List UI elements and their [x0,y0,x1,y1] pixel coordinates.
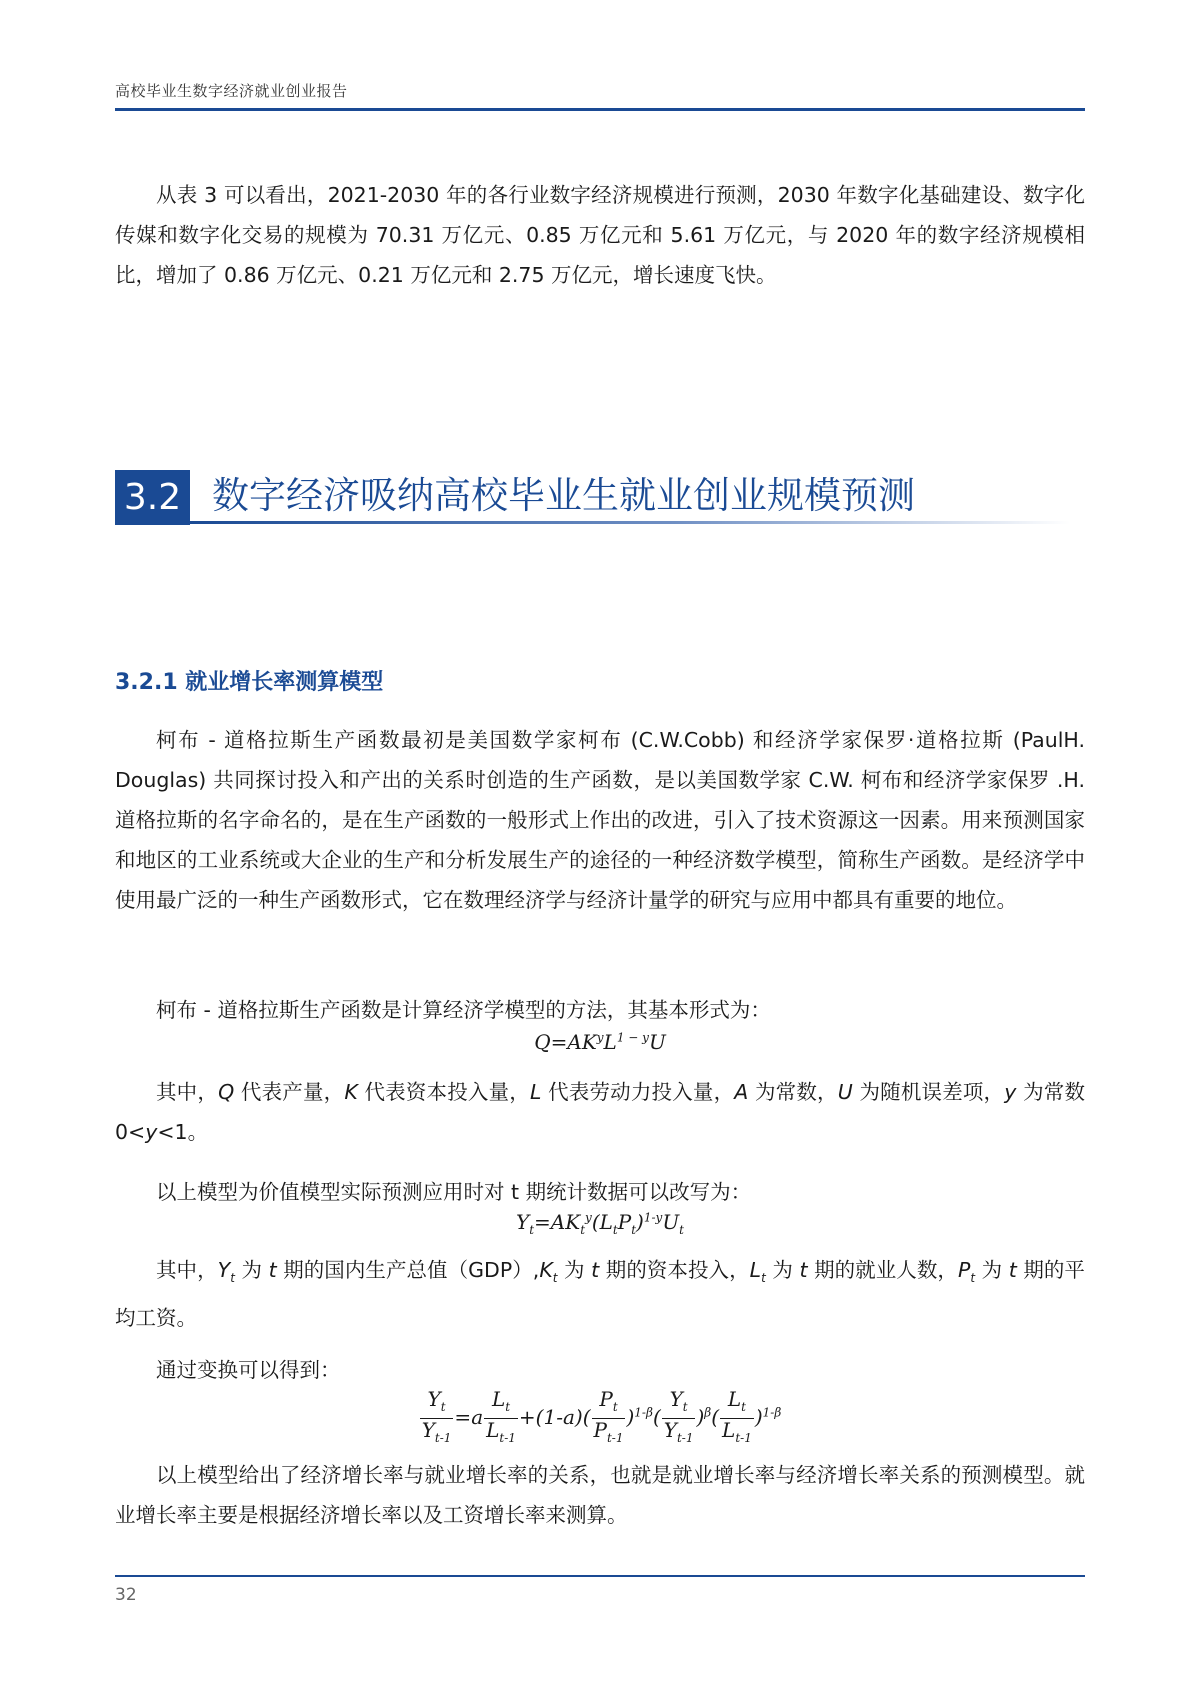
formula-growth-rate: $\frac{Y_t}{Y_{t-1}}$ =a $\frac{L_t}{L_{t-1}}$ +(1-a)( $\frac{P_t}{P_{t-1}}$ )$^{1-\beta}$( $\frac{Y_t}{Y_{t-1}}$ )$^\beta$( $\frac{L_t}{L_{t-1}}$ )$^{1-\beta}$ [421,1387,782,1445]
paragraph-basic-form: 柯布 - 道格拉斯生产函数是计算经济学模型的方法，其基本形式为： [156,998,771,1022]
section-heading [115,470,1065,525]
intro-paragraph: 从表 3 可以看出，2021-2030 年的各行业数字经济规模进行预测，2030 年数字化基础建设、数字化传媒和数字化交易的规模为 70.31 万亿元、0.85 万亿元和 5.61 万亿元，与 2020 年的数字经济规模相比，增加了 0.86 万亿元、0.21 万亿元和 2.75 万亿元，增长速度飞快。 [115,183,1085,287]
paragraph-rewrite: 以上模型为价值模型实际预测应用时对 t 期统计数据可以改写为： [156,1180,752,1204]
paragraph-variable-definitions: 其中，Q 代表产量，K 代表资本投入量，L 代表劳动力投入量，A 为常数，U 为随机误差项，y 为常数 0<y<1。 [115,1080,1085,1144]
footer-rule [115,1575,1085,1577]
paragraph-transform: 通过变换可以得到： [156,1358,341,1382]
header-rule [115,108,1085,111]
paragraph-period-definitions: 其中，$Y_t$ 为 t 期的国内生产总值$(GDP),K_t$ 为 t 期的资本投入，$L_t$ 为 t 期的就业人数，$P_t$ 为 t 期的平均工资。 [115,1258,1085,1331]
section-rule [190,521,1070,524]
formula-basic: $Q=AK^yL^{1 - y}U$ [534,1030,666,1054]
formula-period-t: $Y_t=AK_t^y(L_tP_t)^{1-y}U_t$ [516,1210,684,1237]
paragraph-cobb-douglas-intro: 柯布 - 道格拉斯生产函数最初是美国数学家柯布 (C.W.Cobb) 和经济学家保罗·道格拉斯 (PaulH. Douglas) 共同探讨投入和产出的关系时创造的生产函数，是以美国数学家 C.W. 柯布和经济学家保罗 .H. 道格拉斯的名字命名的，是在生产函数的一般形式上作出的改进，引入了技术资源这一因素。用来预测国家和地区的工业系统或大企业的生产和分析发展生产的途径的一种经济数学模型，简称生产函数。是经济学中使用最广泛的一种生产函数形式，它在数理经济学与经济计量学的研究与应用中都具有重要的地位。 [115,728,1085,912]
section-title: 数字经济吸纳高校毕业生就业创业规模预测 [212,474,915,517]
running-header: 高校毕业生数字经济就业创业报告 [115,82,348,100]
subsection-title: 3.2.1 就业增长率测算模型 [115,670,384,695]
page-number: 32 [115,1585,137,1605]
paragraph-conclusion: 以上模型给出了经济增长率与就业增长率的关系，也就是就业增长率与经济增长率关系的预测模型。就业增长率主要是根据经济增长率以及工资增长率来测算。 [115,1463,1085,1527]
section-number: 3.2 [115,470,190,525]
